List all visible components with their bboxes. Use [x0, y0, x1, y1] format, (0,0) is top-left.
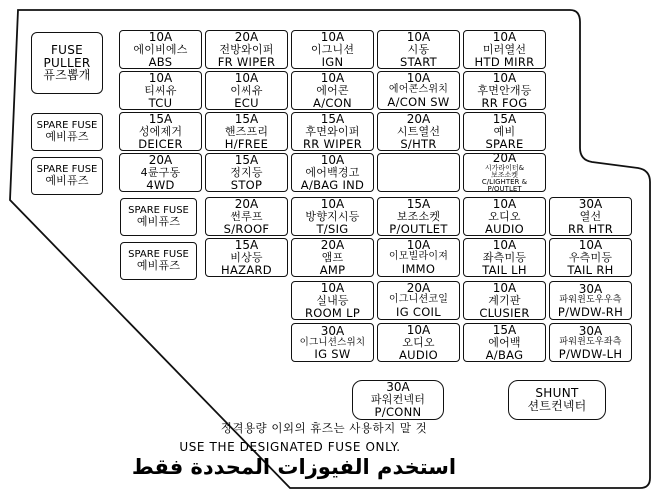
fuse-label-en: S/HTR	[400, 136, 437, 151]
fuse-slot	[205, 30, 288, 69]
fuse-slot	[463, 197, 546, 236]
fuse-label-kr: 보조소켓	[396, 209, 441, 223]
fuse-amp: 10A	[148, 71, 173, 85]
fuse-label-en: A/CON SW	[387, 95, 450, 110]
fuse-amp: 30A	[578, 197, 603, 211]
fuse-slot	[463, 112, 546, 151]
fuse-label-en: A/BAG IND	[300, 177, 365, 192]
fuse-label-kr: 이그니션스위치	[299, 336, 366, 348]
fuse-label-en: P/CONN	[374, 405, 422, 420]
fuse-puller-label-2: PULLER	[43, 55, 91, 70]
fuse-label-en: RR WIPER	[303, 136, 362, 151]
fuse-slot	[463, 153, 546, 192]
fuse-amp: 30A	[320, 323, 345, 338]
fuse-label-en: T/SIG	[316, 221, 349, 236]
fuse-label-en: TCU	[148, 95, 173, 110]
fuse-amp: 20A	[148, 153, 173, 167]
fuse-amp: 10A	[492, 281, 517, 295]
warning-note-korean: 정격용량 이외의 휴즈는 사용하지 말 것	[220, 421, 428, 435]
fuse-amp: 15A	[234, 153, 259, 167]
fuse-slot	[549, 197, 632, 236]
fuse-slot	[119, 112, 202, 151]
fuse-puller-label-kr: 퓨즈뽑개	[43, 68, 91, 83]
fuse-label-kr: 시트열선	[396, 124, 441, 138]
fuse-label-en: A/BAG	[485, 347, 524, 362]
fuse-label-en: C/LIGHTER &	[481, 177, 528, 186]
fuse-label-kr: 후면안개등	[477, 83, 532, 97]
fuse-label-kr: 좌측미등	[482, 250, 527, 264]
shunt-label-kr: 션트컨넥터	[527, 399, 587, 413]
fuse-slot	[549, 281, 632, 320]
fuse-label-kr: 비상등	[230, 250, 263, 264]
fuse-label-kr: 에어콘스위치	[388, 84, 449, 96]
fuse-label-kr: 방향지시등	[305, 209, 360, 223]
fuse-label-en: P/WDW-LH	[558, 346, 623, 361]
fuse-label-en: TAIL RH	[567, 262, 614, 277]
fuse-puller-box	[31, 32, 103, 94]
fuse-amp: 15A	[234, 112, 259, 126]
fuse-amp: 10A	[492, 197, 517, 211]
fuse-slot	[119, 71, 202, 110]
fuse-amp: 20A	[234, 30, 259, 44]
fuse-label-kr: 전방와이퍼	[219, 42, 274, 56]
fuse-label-kr: 이그니션	[310, 42, 355, 56]
fuse-label-en: SPARE	[485, 136, 524, 151]
fuse-amp: 10A	[320, 197, 345, 211]
fuse-label-kr: 보조소켓	[490, 170, 519, 179]
fuse-slot	[549, 323, 632, 362]
fuse-label-kr: 시가라이터&	[484, 163, 525, 172]
fuse-label-kr: 우측미등	[568, 250, 613, 264]
fuse-label-en: P/WDW-RH	[557, 304, 624, 319]
fuse-amp: 20A	[320, 238, 345, 252]
fuse-label-kr: 계기판	[488, 293, 521, 307]
fuse-amp: 15A	[234, 238, 259, 252]
spare-fuse-label: SPARE FUSE	[36, 119, 98, 131]
fuse-label-kr: 에어백경고	[305, 165, 360, 179]
fuse-label-en: START	[400, 54, 437, 69]
fuse-amp: 10A	[234, 71, 259, 85]
fuse-label-en: CLUSIER	[479, 305, 530, 320]
fuse-slot	[463, 71, 546, 110]
fuse-slot	[463, 323, 546, 362]
fuse-slot	[119, 153, 202, 192]
fuse-slot	[205, 71, 288, 110]
fuse-label-en: HTD MIRR	[474, 54, 535, 69]
fuse-label-en: A/CON	[313, 95, 352, 110]
fuse-amp: 15A	[320, 112, 345, 126]
fuse-label-en: STOP	[230, 177, 263, 192]
spare-fuse-label-kr: 예비퓨즈	[136, 259, 181, 273]
fuse-slot	[291, 30, 374, 69]
fuse-label-en: AUDIO	[398, 347, 439, 362]
spare-fuse-slot	[31, 113, 103, 151]
spare-fuse-label-kr: 예비퓨즈	[45, 130, 89, 144]
fuse-label-en: ABS	[148, 54, 173, 69]
fuse-slot	[463, 281, 546, 320]
fuse-label-en: IG COIL	[396, 305, 441, 320]
fuse-slot	[291, 71, 374, 110]
fuse-slot	[205, 153, 288, 192]
fuse-amp: 15A	[406, 197, 431, 211]
spare-fuse-label: SPARE FUSE	[36, 163, 98, 175]
fuse-amp: 20A	[406, 281, 431, 296]
fuse-label-en: 4WD	[146, 177, 175, 192]
fuse-amp: 15A	[492, 112, 517, 126]
fuse-amp: 10A	[492, 71, 517, 85]
fuse-label-kr: 4륜구동	[140, 165, 181, 179]
spare-fuse-slot	[120, 198, 197, 236]
fuse-puller-label-1: FUSE	[50, 42, 84, 57]
fuse-label-en: DEICER	[138, 136, 183, 151]
fuse-label-kr: 미러열선	[482, 42, 527, 56]
spare-fuse-slot	[31, 157, 103, 195]
fuse-label-kr: 성에제거	[138, 124, 183, 138]
fuse-label-kr: 티씨유	[144, 83, 177, 97]
fuse-label-kr: 파워컨넥터	[370, 393, 426, 407]
fuse-label-en: RR HTR	[567, 221, 614, 236]
fuse-amp: 30A	[578, 323, 603, 338]
fuse-amp: 20A	[492, 153, 517, 166]
fuse-label-kr: 에어콘	[316, 83, 349, 97]
fuse-amp: 10A	[406, 238, 431, 253]
fuse-slot	[377, 238, 460, 277]
fuse-label-en: IMMO	[401, 262, 436, 277]
fuse-label-kr: 이씨유	[230, 83, 263, 97]
fuse-label-kr: 에어백	[488, 335, 521, 349]
spare-fuse-label-kr: 예비퓨즈	[136, 215, 181, 229]
fuse-label-kr: 열선	[579, 209, 602, 223]
spare-fuse-label: SPARE FUSE	[128, 248, 189, 260]
fuse-label-en: AMP	[319, 262, 346, 277]
fuse-label-kr: 파워윈도우좌측	[559, 336, 622, 347]
fuse-slot	[291, 281, 374, 320]
fuse-amp: 10A	[492, 238, 517, 252]
fuse-amp: 30A	[578, 281, 603, 296]
fuse-label-kr: 핸즈프리	[224, 124, 269, 138]
fuse-amp: 10A	[320, 281, 345, 295]
fuse-slot	[377, 281, 460, 320]
fuse-amp: 10A	[406, 30, 431, 44]
spare-fuse-label-kr: 예비퓨즈	[45, 174, 89, 188]
fuse-amp: 15A	[492, 323, 517, 337]
fuse-slot	[291, 112, 374, 151]
fuse-label-en: ECU	[234, 95, 259, 110]
fuse-label-kr: 에이비에스	[133, 42, 188, 56]
fuse-label-en: TAIL LH	[482, 262, 527, 277]
fuse-label-kr: 이그니션코일	[388, 294, 449, 306]
spare-fuse-slot	[120, 242, 197, 280]
fuse-slot	[377, 71, 460, 110]
fuse-label-en: AUDIO	[484, 221, 525, 236]
fuse-label-kr: 앰프	[321, 250, 344, 264]
fuse-label-kr: 후면와이퍼	[305, 124, 360, 138]
fuse-label-kr: 시동	[407, 42, 430, 56]
fuse-amp: 10A	[578, 238, 603, 252]
fuse-slot	[291, 197, 374, 236]
fuse-label-en: IG SW	[314, 346, 351, 361]
fuse-label-en: ROOM LP	[304, 305, 361, 320]
fuse-slot	[291, 238, 374, 277]
fuse-label-kr: 예비	[493, 124, 516, 138]
fuse-label-kr: 오디오	[402, 335, 435, 349]
fuse-label-en: IGN	[321, 54, 344, 69]
fuse-label-en: P/OUTLET	[487, 184, 522, 192]
fuse-slot	[377, 30, 460, 69]
fuse-label-kr: 이모빌라이져	[388, 251, 449, 263]
fuse-amp: 10A	[320, 30, 345, 44]
fuse-slot	[119, 30, 202, 69]
fuse-label-kr: 파워윈도우우측	[559, 294, 622, 305]
fuse-amp: 10A	[406, 71, 431, 86]
fuse-slot	[205, 197, 288, 236]
fuse-label-kr: 실내등	[316, 293, 349, 307]
fuse-label-en: P/OUTLET	[389, 221, 448, 236]
fuse-amp: 20A	[406, 112, 431, 126]
spare-fuse-label: SPARE FUSE	[128, 204, 189, 216]
fuse-slot	[463, 30, 546, 69]
fuse-label-kr: 정지등	[230, 165, 263, 179]
fuse-label-kr: 오디오	[488, 209, 521, 223]
fuse-label-en: HAZARD	[221, 262, 272, 277]
fuse-amp: 10A	[406, 323, 431, 337]
shunt-connector-slot	[508, 380, 606, 420]
fuse-amp: 20A	[234, 197, 259, 211]
fuse-label-kr: 썬루프	[230, 209, 263, 223]
fuse-slot	[377, 197, 460, 236]
shunt-label: SHUNT	[535, 386, 579, 401]
fuse-amp: 15A	[148, 112, 173, 126]
fuse-label-en: RR FOG	[481, 95, 528, 110]
warning-note-english: USE THE DESIGNATED FUSE ONLY.	[179, 440, 401, 454]
fuse-label-en: FR WIPER	[217, 54, 276, 69]
fuse-label-en: S/ROOF	[223, 221, 270, 236]
fuse-slot	[463, 238, 546, 277]
fuse-slot	[377, 323, 460, 362]
warning-note-arabic: استخدم الفيوزات المحددة فقط	[131, 455, 457, 479]
fuse-amp: 10A	[320, 153, 345, 167]
power-connector-slot	[352, 380, 444, 420]
fuse-slot	[291, 323, 374, 362]
fuse-amp: 10A	[320, 71, 345, 85]
fuse-amp: 10A	[492, 30, 517, 44]
fuse-slot	[377, 112, 460, 151]
fuse-slot	[291, 153, 374, 192]
fuse-slot	[205, 238, 288, 277]
fuse-slot	[549, 238, 632, 277]
fuse-amp: 10A	[148, 30, 173, 44]
fuse-amp: 30A	[386, 380, 410, 395]
fuse-label-en: H/FREE	[224, 136, 269, 151]
fuse-slot-empty	[377, 153, 460, 192]
fuse-slot	[205, 112, 288, 151]
